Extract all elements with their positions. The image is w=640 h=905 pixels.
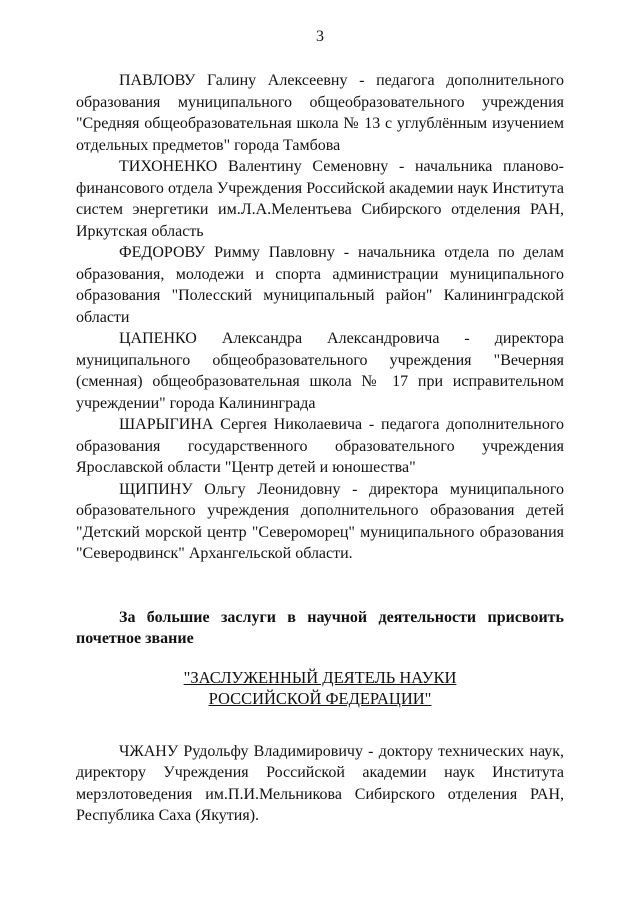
award-entry-text: - педагога дополнительного образования муниципального общеобразовательного учреждения "Средняя общеобразовательная школа № 13 с углублённым изучением отдельных предметов" города Тамбова — [76, 72, 564, 154]
award-entry-2 — [76, 156, 564, 242]
award-entry-name: ФЕДОРОВУ Римму Павловну — [119, 244, 335, 261]
award-entry-text: - начальника отдела по делам образования, молодежи и спорта администрации муниципального образования "Полесский муниципальный район" Калининградской области — [76, 244, 565, 326]
award-entry-3 — [76, 242, 564, 328]
document-body — [76, 70, 564, 843]
award-entry-text: - директора муниципального образовательного учреждения дополнительного образования детей "Детский морской центр "Североморец" муниципального образования "Северодвинск" Архангельской области. — [76, 480, 565, 562]
award-entry-name: ЧЖАНУ Рудольфу Владимировичу — [119, 742, 363, 760]
honorary-title-line-1: "ЗАСЛУЖЕННЫЙ ДЕЯТЕЛЬ НАУКИ — [183, 667, 457, 687]
award-entry-name: ШАРЫГИНА Сергея Николаевича — [119, 416, 363, 433]
page-number: 3 — [316, 28, 324, 45]
honorary-title-line-2: РОССИЙСКОЙ ФЕДЕРАЦИИ" — [208, 689, 432, 708]
honorary-title — [76, 667, 564, 710]
award-entry-4 — [76, 328, 564, 414]
award-entry-name: ЦАПЕНКО Александра Александровича — [119, 330, 440, 347]
award-entry-5 — [76, 414, 564, 479]
award-entry-name: ПАВЛОВУ Галину Алексеевну — [119, 72, 348, 89]
award-entry-6 — [76, 479, 564, 565]
award-entry-final — [76, 741, 564, 827]
award-entry-name: ТИХОНЕНКО Валентину Семеновну — [119, 158, 389, 175]
award-entry-text: - доктору технических наук, директору Учреждения Российской академии наук Института мерзлотоведения им.П.И.Мельникова Сибирского отделения РАН, Республика Саха (Якутия). — [76, 742, 564, 824]
award-entry-name: ЩИПИНУ Ольгу Леонидовну — [119, 480, 341, 498]
award-entry-text: - директора муниципального общеобразовательного учреждения "Вечерняя (сменная) общеобразовательная школа № 17 при исправительном учреждении" города Калининграда — [76, 330, 564, 412]
award-entry-1 — [76, 70, 564, 156]
award-entry-text: - начальника планово-финансового отдела Учреждения Российской академии наук Института систем энергетики им.Л.А.Мелентьева Сибирского отделения РАН, Иркутская область — [76, 158, 564, 240]
award-entry-text: - педагога дополнительного образования государственного образовательного учреждения Ярославской области "Центр детей и юношества" — [76, 416, 565, 476]
section-heading: За большие заслуги в научной деятельности присвоить почетное звание — [76, 608, 564, 647]
